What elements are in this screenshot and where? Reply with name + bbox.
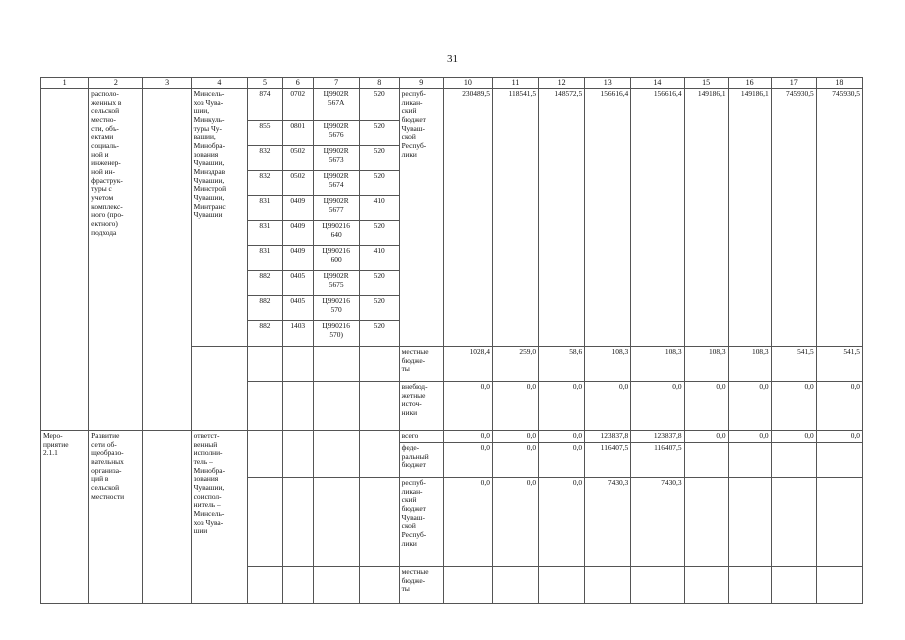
column-number — [359, 78, 399, 89]
amount-cell — [443, 478, 492, 567]
amount-cell-text: 156616,4 — [600, 89, 629, 98]
column-number-row — [41, 78, 863, 89]
grbs-code-text: 882 — [259, 321, 271, 330]
code-cell — [313, 382, 359, 431]
column-number — [89, 78, 143, 89]
column-number-text: 9 — [419, 78, 424, 87]
funding-source — [399, 382, 443, 431]
vr-code-text: 410 — [373, 196, 385, 205]
amount-cell — [585, 347, 631, 382]
rz-pr-code — [282, 146, 313, 171]
code-cell — [282, 431, 313, 478]
csr-code — [313, 296, 359, 321]
csr-code-text: Ц9902R 5675 — [323, 271, 349, 289]
amount-cell — [631, 567, 684, 604]
csr-code-text: Ц9902R 567А — [323, 89, 349, 107]
code-cell — [282, 382, 313, 431]
amount-cell — [492, 567, 538, 604]
amount-cell — [728, 89, 771, 347]
amount-cell-text: 108,3 — [752, 347, 769, 356]
column-number — [313, 78, 359, 89]
col3-cell — [143, 431, 191, 604]
amount-cell-text: 0,0 — [619, 382, 629, 391]
funding-source-text: местные бюдже- ты — [401, 347, 429, 374]
grbs-code-text: 831 — [259, 246, 271, 255]
amount-cell — [539, 431, 585, 443]
csr-code — [313, 121, 359, 146]
funding-source-text: феде- ральный бюджет — [401, 443, 429, 470]
column-number — [631, 78, 684, 89]
amount-cell — [492, 478, 538, 567]
executor — [191, 89, 247, 347]
funding-source — [399, 431, 443, 443]
amount-cell — [631, 382, 684, 431]
rz-pr-code — [282, 171, 313, 196]
rz-pr-code — [282, 296, 313, 321]
rz-pr-code-text: 0702 — [290, 89, 306, 98]
amount-cell — [492, 382, 538, 431]
amount-cell — [539, 478, 585, 567]
amount-cell-text: 7430,3 — [661, 478, 682, 487]
code-cell — [282, 478, 313, 567]
code-cell — [359, 431, 399, 478]
event-description — [89, 89, 143, 431]
rz-pr-code-text: 0502 — [290, 171, 306, 180]
vr-code — [359, 89, 399, 121]
amount-cell — [816, 478, 862, 567]
funding-source-text: респуб- ликан- ский бюджет Чуваш- ской Респуб- лики — [401, 478, 427, 548]
rz-pr-code — [282, 246, 313, 271]
code-cell — [282, 347, 313, 382]
column-number — [684, 78, 728, 89]
column-number — [282, 78, 313, 89]
amount-cell — [684, 443, 728, 478]
amount-cell-text: 108,3 — [611, 347, 629, 356]
amount-cell — [539, 382, 585, 431]
amount-cell-text: 1028,4 — [469, 347, 490, 356]
rz-pr-code — [282, 221, 313, 246]
vr-code-text: 520 — [373, 171, 385, 180]
column-number-text: 14 — [653, 78, 662, 87]
vr-code-text: 520 — [373, 89, 385, 98]
rz-pr-code — [282, 89, 313, 121]
column-number-text: 10 — [463, 78, 472, 87]
amount-cell — [492, 443, 538, 478]
code-cell — [282, 567, 313, 604]
column-number — [728, 78, 771, 89]
table-row — [41, 89, 863, 121]
csr-code-text: Ц990216 600 — [322, 246, 350, 264]
amount-cell — [585, 89, 631, 347]
amount-cell — [816, 431, 862, 443]
event-description-text: Развитие сети об- щеобразо- вательных организа- ций в сельской местности — [91, 431, 125, 501]
amount-cell — [585, 431, 631, 443]
amount-cell-text: 0,0 — [480, 443, 490, 452]
amount-cell-text: 0,0 — [804, 382, 814, 391]
amount-cell-text: 0,0 — [759, 431, 769, 440]
amount-cell — [492, 347, 538, 382]
code-cell — [248, 478, 283, 567]
rz-pr-code — [282, 321, 313, 347]
funding-source-text: местные бюдже- ты — [401, 567, 429, 594]
column-number-text: 15 — [702, 78, 711, 87]
amount-cell — [771, 347, 816, 382]
amount-cell-text: 0,0 — [716, 382, 726, 391]
executor-continued — [191, 347, 247, 431]
column-number-text: 17 — [789, 78, 798, 87]
rz-pr-code-text: 0409 — [290, 196, 306, 205]
vr-code — [359, 146, 399, 171]
vr-code — [359, 221, 399, 246]
grbs-code-text: 832 — [259, 146, 271, 155]
amount-cell-text: 0,0 — [572, 443, 583, 452]
code-cell — [359, 478, 399, 567]
amount-cell-text: 0,0 — [850, 431, 860, 440]
vr-code-text: 520 — [373, 271, 385, 280]
column-number — [585, 78, 631, 89]
code-cell — [359, 567, 399, 604]
amount-cell — [585, 567, 631, 604]
amount-cell — [771, 478, 816, 567]
amount-cell — [771, 443, 816, 478]
amount-cell — [631, 347, 684, 382]
grbs-code — [248, 321, 283, 347]
csr-code — [313, 196, 359, 221]
funding-source — [399, 478, 443, 567]
amount-cell — [816, 567, 862, 604]
amount-cell-text: 0,0 — [480, 382, 490, 391]
amount-cell-text: 0,0 — [672, 382, 682, 391]
grbs-code — [248, 146, 283, 171]
amount-cell — [631, 89, 684, 347]
amount-cell-text: 149186,1 — [740, 89, 769, 98]
code-cell — [248, 567, 283, 604]
csr-code — [313, 89, 359, 121]
executor-text: Минсель- хоз Чува- шии, Минкуль- туры Чу- вашии, Минобра- зования Чувашии, Минздрав Чувашии, Минстрой Чувашии, Минтранс Чувашии — [193, 89, 227, 220]
grbs-code-text: 832 — [259, 171, 271, 180]
amount-cell — [816, 443, 862, 478]
grbs-code — [248, 196, 283, 221]
code-cell — [313, 567, 359, 604]
event-description — [89, 431, 143, 604]
column-number — [816, 78, 862, 89]
amount-cell — [585, 382, 631, 431]
amount-cell-text: 745930,5 — [832, 89, 860, 98]
amount-cell-text: 0,0 — [572, 478, 583, 487]
executor-text: ответст- венный исполни- тель – Минобра- зования Чувашии, соиспол- нитель – Минсель- хоз Чува- шии — [193, 431, 226, 536]
amount-cell-text: 116407,5 — [654, 443, 682, 452]
amount-cell-text: 108,3 — [664, 347, 682, 356]
event-number-text: Меро- приятие 2.1.1 — [43, 431, 69, 458]
amount-cell — [684, 89, 728, 347]
column-number-text: 13 — [603, 78, 612, 87]
csr-code-text: Ц990216 640 — [322, 221, 350, 239]
event-description-text: располо- женных в сельской местно- сти, объ- ектами социаль- ной и инженер- ной ин- фраструк- туры с учетом комплекс- ного (про- ектного) подхода — [91, 89, 124, 237]
csr-code — [313, 221, 359, 246]
funding-source — [399, 567, 443, 604]
column-number — [443, 78, 492, 89]
column-number — [191, 78, 247, 89]
grbs-code — [248, 171, 283, 196]
amount-cell-text: 0,0 — [480, 478, 490, 487]
grbs-code-text: 882 — [259, 271, 271, 280]
amount-cell-text: 0,0 — [572, 431, 583, 440]
grbs-code-text: 855 — [259, 121, 271, 130]
grbs-code-text: 874 — [259, 89, 271, 98]
amount-cell — [492, 89, 538, 347]
amount-cell — [684, 382, 728, 431]
amount-cell — [443, 89, 492, 347]
amount-cell-text: 230489,5 — [462, 89, 490, 98]
vr-code — [359, 121, 399, 146]
vr-code-text: 520 — [373, 221, 385, 230]
amount-cell-text: 0,0 — [572, 382, 583, 391]
csr-code — [313, 271, 359, 296]
amount-cell-text: 0,0 — [480, 431, 490, 440]
vr-code — [359, 296, 399, 321]
column-number-text: 7 — [334, 78, 339, 87]
amount-cell — [631, 443, 684, 478]
amount-cell-text: 541,5 — [843, 347, 860, 356]
vr-code-text: 520 — [373, 121, 385, 130]
csr-code — [313, 146, 359, 171]
amount-cell — [771, 567, 816, 604]
rz-pr-code — [282, 271, 313, 296]
amount-cell — [728, 431, 771, 443]
amount-cell — [684, 567, 728, 604]
amount-cell — [728, 443, 771, 478]
amount-cell-text: 0,0 — [716, 431, 726, 440]
grbs-code-text: 831 — [259, 196, 271, 205]
code-cell — [248, 431, 283, 478]
vr-code-text: 520 — [373, 296, 385, 305]
amount-cell — [816, 89, 862, 347]
rz-pr-code-text: 0405 — [290, 271, 306, 280]
csr-code — [313, 246, 359, 271]
column-number-text: 6 — [295, 78, 300, 87]
code-cell — [313, 347, 359, 382]
vr-code — [359, 246, 399, 271]
code-cell — [248, 382, 283, 431]
rz-pr-code-text: 0409 — [290, 221, 306, 230]
amount-cell — [684, 478, 728, 567]
amount-cell — [492, 431, 538, 443]
rz-pr-code-text: 0405 — [290, 296, 306, 305]
funding-table — [40, 77, 863, 604]
amount-cell — [684, 431, 728, 443]
grbs-code-text: 882 — [259, 296, 271, 305]
amount-cell-text: 7430,3 — [607, 478, 629, 487]
funding-source — [399, 443, 443, 478]
amount-cell-text: 0,0 — [804, 431, 814, 440]
table-row — [41, 431, 863, 443]
funding-source-text: внебюд- жетные источ- ники — [401, 382, 428, 417]
amount-cell — [684, 347, 728, 382]
col3-cell — [143, 89, 191, 431]
amount-cell — [443, 431, 492, 443]
amount-cell-text: 116407,5 — [600, 443, 629, 452]
amount-cell — [443, 347, 492, 382]
csr-code-text: Ц9902R 5677 — [323, 196, 349, 214]
code-cell — [313, 478, 359, 567]
grbs-code — [248, 296, 283, 321]
event-number — [41, 89, 89, 431]
event-number — [41, 431, 89, 604]
vr-code — [359, 196, 399, 221]
code-cell — [313, 431, 359, 478]
column-number-text: 18 — [835, 78, 844, 87]
amount-cell — [443, 567, 492, 604]
amount-cell — [585, 478, 631, 567]
funding-source — [399, 347, 443, 382]
amount-cell — [631, 431, 684, 443]
amount-cell-text: 108,3 — [708, 347, 726, 356]
amount-cell-text: 148572,5 — [554, 89, 583, 98]
rz-pr-code-text: 0502 — [290, 146, 306, 155]
amount-cell — [539, 567, 585, 604]
rz-pr-code — [282, 196, 313, 221]
amount-cell — [539, 443, 585, 478]
code-cell — [248, 347, 283, 382]
funding-source-text: всего — [401, 431, 419, 440]
amount-cell — [443, 443, 492, 478]
column-number-text: 4 — [217, 78, 222, 87]
amount-cell — [728, 347, 771, 382]
vr-code — [359, 171, 399, 196]
code-cell — [359, 347, 399, 382]
amount-cell — [443, 382, 492, 431]
amount-cell-text: 259,0 — [519, 347, 537, 356]
amount-cell — [771, 89, 816, 347]
column-number-text: 12 — [557, 78, 566, 87]
rz-pr-code — [282, 121, 313, 146]
column-number — [539, 78, 585, 89]
column-number-text: 1 — [62, 78, 67, 87]
csr-code-text: Ц990216 570 — [322, 296, 350, 314]
column-number — [248, 78, 283, 89]
grbs-code-text: 831 — [259, 221, 271, 230]
amount-cell — [771, 431, 816, 443]
amount-cell — [539, 347, 585, 382]
column-number — [143, 78, 191, 89]
amount-cell-text: 0,0 — [526, 382, 537, 391]
csr-code — [313, 321, 359, 347]
amount-cell — [771, 382, 816, 431]
column-number-text: 2 — [113, 78, 118, 87]
amount-cell — [631, 478, 684, 567]
amount-cell-text: 149186,1 — [697, 89, 726, 98]
csr-code-text: Ц9902R 5673 — [323, 146, 349, 164]
csr-code-text: Ц9902R 5676 — [323, 121, 349, 139]
page-number: 31 — [447, 53, 458, 65]
rz-pr-code-text: 0409 — [290, 246, 306, 255]
executor — [191, 431, 247, 604]
vr-code-text: 410 — [373, 246, 385, 255]
column-number-text: 11 — [511, 78, 520, 87]
column-number — [41, 78, 89, 89]
amount-cell-text: 745930,5 — [786, 89, 814, 98]
grbs-code — [248, 221, 283, 246]
amount-cell-text: 123837,8 — [653, 431, 682, 440]
amount-cell — [728, 382, 771, 431]
csr-code — [313, 171, 359, 196]
amount-cell — [539, 89, 585, 347]
column-number — [771, 78, 816, 89]
grbs-code — [248, 121, 283, 146]
amount-cell — [816, 347, 862, 382]
code-cell — [359, 382, 399, 431]
column-number-text: 8 — [377, 78, 382, 87]
amount-cell-text: 0,0 — [526, 443, 537, 452]
vr-code — [359, 321, 399, 347]
vr-code-text: 520 — [373, 146, 385, 155]
amount-cell — [728, 567, 771, 604]
rz-pr-code-text: 1403 — [290, 321, 306, 330]
grbs-code — [248, 89, 283, 121]
funding-source — [399, 89, 443, 347]
amount-cell-text: 0,0 — [526, 431, 537, 440]
grbs-code — [248, 271, 283, 296]
csr-code-text: Ц9902R 5674 — [323, 171, 349, 189]
amount-cell-text: 0,0 — [759, 382, 769, 391]
amount-cell — [585, 443, 631, 478]
column-number-text: 16 — [745, 78, 754, 87]
amount-cell-text: 0,0 — [850, 382, 860, 391]
funding-source-text: респуб- ликан- ский бюджет Чуваш- ской Респуб- лики — [401, 89, 427, 159]
amount-cell — [816, 382, 862, 431]
amount-cell-text: 156616,4 — [653, 89, 682, 98]
grbs-code — [248, 246, 283, 271]
amount-cell-text: 58,6 — [569, 347, 583, 356]
rz-pr-code-text: 0801 — [290, 121, 306, 130]
vr-code-text: 520 — [373, 321, 385, 330]
vr-code — [359, 271, 399, 296]
amount-cell-text: 123837,8 — [600, 431, 629, 440]
amount-cell-text: 118541,5 — [508, 89, 537, 98]
amount-cell — [728, 478, 771, 567]
column-number-text: 5 — [262, 78, 267, 87]
column-number — [399, 78, 443, 89]
csr-code-text: Ц990216 570) — [322, 321, 350, 339]
column-number — [492, 78, 538, 89]
amount-cell-text: 541,5 — [797, 347, 814, 356]
column-number-text: 3 — [165, 78, 170, 87]
amount-cell-text: 0,0 — [526, 478, 537, 487]
